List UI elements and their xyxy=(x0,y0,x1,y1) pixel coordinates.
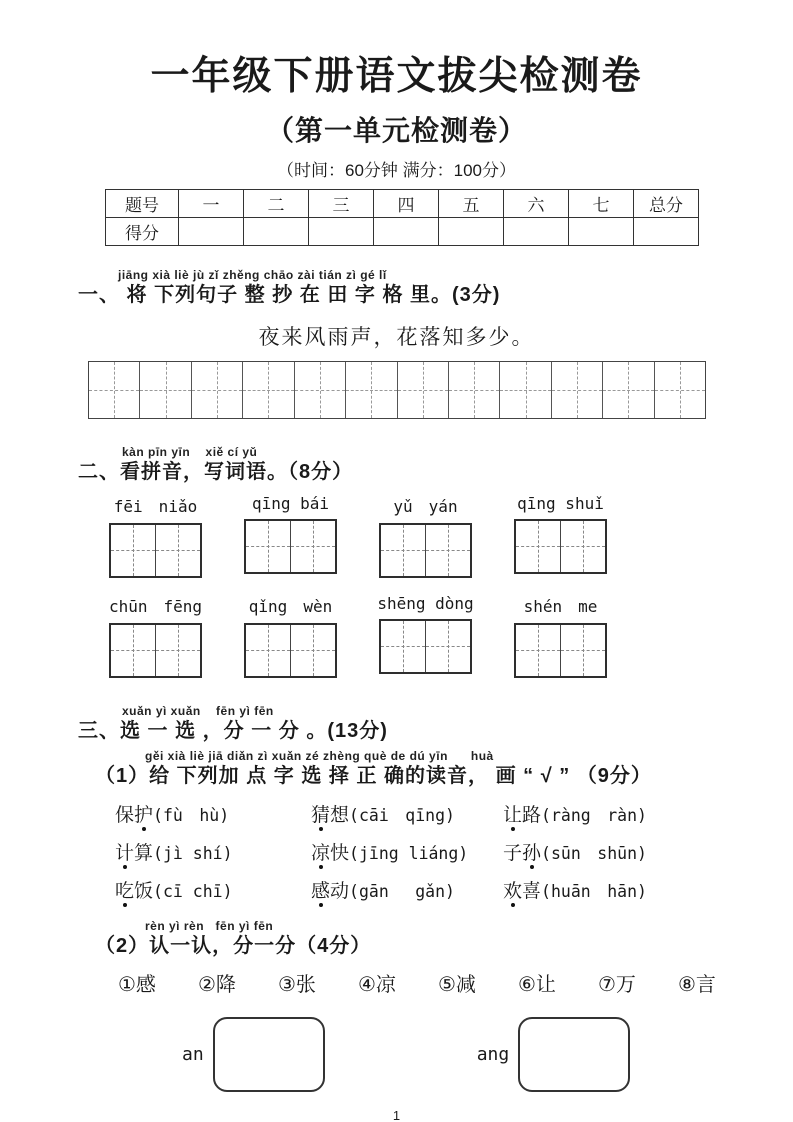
tianzige-square[interactable] xyxy=(156,625,200,676)
tianzige-cell[interactable] xyxy=(295,362,346,418)
group-an-label: an xyxy=(182,1043,204,1065)
answer-box[interactable] xyxy=(244,519,337,574)
word-char-dotted: 护 xyxy=(134,800,153,827)
pinyin-answer-col xyxy=(513,594,608,678)
word-item xyxy=(503,876,793,903)
section-two-pinyin: kàn pīn yīn xiě cí yǔ xyxy=(122,444,258,459)
pronunciation-options[interactable]: (sūn shūn) xyxy=(541,843,647,863)
score-table-col-1: 一 xyxy=(179,189,244,217)
score-cell[interactable] xyxy=(504,217,569,245)
word-char: 保 xyxy=(115,804,135,826)
pronunciation-options[interactable]: (fù hù) xyxy=(153,805,230,825)
pronunciation-options[interactable]: (ràng ràn) xyxy=(541,805,647,825)
tianzige-cell[interactable] xyxy=(449,362,500,418)
word-char-dotted: 让 xyxy=(503,800,522,827)
word-char-dotted: 感 xyxy=(311,876,330,903)
score-table-col-4: 四 xyxy=(374,189,439,217)
pinyin-answer-col xyxy=(378,494,473,578)
word-char: 路 xyxy=(522,804,542,826)
numbered-character[interactable]: ⑤减 xyxy=(438,973,476,996)
numbered-character[interactable]: ⑧言 xyxy=(678,973,716,996)
score-cell[interactable] xyxy=(244,217,309,245)
tianzige-square[interactable] xyxy=(246,521,291,572)
numbered-character[interactable]: ④凉 xyxy=(358,973,396,996)
word-char: 喜 xyxy=(522,880,542,902)
score-cell[interactable] xyxy=(179,217,244,245)
tianzige-square[interactable] xyxy=(291,625,335,676)
tianzige-square[interactable] xyxy=(516,625,561,676)
answer-box[interactable] xyxy=(109,523,202,578)
pinyin-answer-col xyxy=(108,494,203,578)
word-char: 算 xyxy=(134,842,154,864)
group-ang-label: ang xyxy=(476,1043,510,1065)
tianzige-cell[interactable] xyxy=(603,362,654,418)
tianzige-cell[interactable] xyxy=(398,362,449,418)
part1-pinyin: gěi xià liè jiā diǎn zì xuǎn zé zhèng què de dú yīn huà xyxy=(145,748,494,763)
group-ang-answer-box[interactable] xyxy=(518,1017,630,1092)
tianzige-cell[interactable] xyxy=(552,362,603,418)
word-item xyxy=(115,838,311,865)
score-table-col-total: 总分 xyxy=(634,189,699,217)
word-char-dotted: 吃 xyxy=(115,876,134,903)
tianzige-square[interactable] xyxy=(381,525,426,576)
tianzige-square[interactable] xyxy=(561,625,605,676)
tianzige-cell[interactable] xyxy=(243,362,294,418)
pinyin-word: shēng dòng xyxy=(377,593,474,613)
tianzige-square[interactable] xyxy=(111,625,156,676)
score-table-col-5: 五 xyxy=(439,189,504,217)
word-item xyxy=(115,800,311,827)
word-char-dotted: 凉 xyxy=(311,838,330,865)
tianzige-cell[interactable] xyxy=(192,362,243,418)
pinyin-answer-col xyxy=(108,594,203,678)
score-cell[interactable] xyxy=(374,217,439,245)
score-row-label: 得分 xyxy=(106,217,179,245)
pinyin-word: chūn fēng xyxy=(108,596,203,616)
pronunciation-options[interactable]: (cāi qīng) xyxy=(349,805,455,825)
pronunciation-options[interactable]: (gān gǎn) xyxy=(349,881,455,901)
numbered-character[interactable]: ⑦万 xyxy=(598,973,636,996)
word-char-dotted: 欢 xyxy=(503,876,522,903)
score-table-col-7: 七 xyxy=(569,189,634,217)
numbered-character-list xyxy=(118,968,716,997)
word-char: 快 xyxy=(330,842,350,864)
word-char-dotted: 孙 xyxy=(522,838,541,865)
score-table-col-2: 二 xyxy=(244,189,309,217)
pinyin-answer-col xyxy=(378,594,473,678)
pinyin-word: yǔ yán xyxy=(393,496,458,516)
tianzige-square[interactable] xyxy=(111,525,156,576)
word-char: 动 xyxy=(330,880,350,902)
score-table-score-row xyxy=(106,217,699,245)
numbered-character[interactable]: ③张 xyxy=(278,973,316,996)
tianzige-copy-row xyxy=(88,361,706,419)
word-item xyxy=(311,800,503,827)
tianzige-cell[interactable] xyxy=(89,362,140,418)
tianzige-square[interactable] xyxy=(291,521,335,572)
section-two-heading: 二、看拼音，写词语。（8分） xyxy=(78,460,354,483)
tianzige-cell[interactable] xyxy=(140,362,191,418)
score-table xyxy=(105,189,699,246)
tianzige-square[interactable] xyxy=(246,625,291,676)
pinyin-word: qǐng wèn xyxy=(248,596,333,616)
tianzige-square[interactable] xyxy=(156,525,200,576)
pinyin-word: fēi niǎo xyxy=(113,496,198,516)
score-table-col-6: 六 xyxy=(504,189,569,217)
part2-pinyin: rèn yì rèn fēn yì fēn xyxy=(145,918,274,933)
answer-box[interactable] xyxy=(244,623,337,678)
score-cell[interactable] xyxy=(439,217,504,245)
answer-box[interactable] xyxy=(109,623,202,678)
final-sort-groups xyxy=(182,1017,793,1092)
tianzige-cell[interactable] xyxy=(346,362,397,418)
page-subtitle: （第一单元检测卷） xyxy=(265,114,527,146)
pronunciation-options[interactable]: (cī chī) xyxy=(153,881,233,901)
score-table-col-label: 题号 xyxy=(106,189,179,217)
tianzige-square[interactable] xyxy=(381,621,426,672)
numbered-character[interactable]: ①感 xyxy=(118,973,156,996)
page-title: 一年级下册语文拔尖检测卷 xyxy=(150,55,643,98)
section-one-pinyin: jiāng xià liè jù zǐ zhěng chāo zài tián zì gé lǐ xyxy=(118,267,387,282)
word-char-dotted: 计 xyxy=(115,838,134,865)
copy-sentence: 夜来风雨声，花落知多少。 xyxy=(258,325,535,349)
pinyin-answer-row-2 xyxy=(108,594,793,678)
pinyin-word: qīng shuǐ xyxy=(517,493,604,513)
pinyin-answer-col xyxy=(243,594,338,678)
word-char-dotted: 猜 xyxy=(311,800,330,827)
word-item xyxy=(503,838,793,865)
pinyin-word: qīng bái xyxy=(251,493,330,513)
answer-box[interactable] xyxy=(379,523,472,578)
exam-meta: （时间：60分钟 满分：100分） xyxy=(277,160,516,180)
score-cell[interactable] xyxy=(634,217,699,245)
part1-heading: （1）给 下列加 点 字 选 择 正 确的读音， 画 “ √ ” （9分） xyxy=(95,764,652,787)
pinyin-answer-row-1 xyxy=(108,494,793,578)
score-table-header-row xyxy=(106,189,699,217)
pinyin-answer-col xyxy=(513,494,608,578)
tianzige-square[interactable] xyxy=(516,521,561,572)
pronunciation-options[interactable]: (jì shí) xyxy=(153,843,233,863)
section-one-heading: 一、 将 下列句子 整 抄 在 田 字 格 里。(3分) xyxy=(78,283,501,306)
word-item xyxy=(311,838,503,865)
part2-heading: （2）认一认，分一分（4分） xyxy=(95,934,372,957)
answer-box[interactable] xyxy=(379,619,472,674)
section-three-pinyin: xuǎn yì xuǎn fēn yì fēn xyxy=(122,703,274,718)
dotted-word-list xyxy=(115,800,793,903)
tianzige-square[interactable] xyxy=(426,621,470,672)
pronunciation-options[interactable]: (huān hān) xyxy=(541,881,647,901)
section-three-heading: 三、选 一 选 ，分 一 分 。(13分) xyxy=(78,719,388,742)
tianzige-cell[interactable] xyxy=(655,362,705,418)
word-item xyxy=(503,800,793,827)
page-number: 1 xyxy=(392,1107,401,1122)
word-item xyxy=(311,876,503,903)
numbered-character[interactable]: ⑥让 xyxy=(518,973,556,996)
tianzige-square[interactable] xyxy=(561,521,605,572)
numbered-character[interactable]: ②降 xyxy=(198,973,236,996)
score-table-col-3: 三 xyxy=(309,189,374,217)
word-char: 饭 xyxy=(134,880,154,902)
pinyin-answer-col xyxy=(243,494,338,578)
group-an-answer-box[interactable] xyxy=(213,1017,325,1092)
answer-box[interactable] xyxy=(514,519,607,574)
answer-box[interactable] xyxy=(514,623,607,678)
score-cell[interactable] xyxy=(569,217,634,245)
pinyin-word: shén me xyxy=(523,596,598,616)
tianzige-square[interactable] xyxy=(426,525,470,576)
pronunciation-options[interactable]: (jīng liáng) xyxy=(349,843,469,863)
tianzige-cell[interactable] xyxy=(500,362,551,418)
score-cell[interactable] xyxy=(309,217,374,245)
word-char: 想 xyxy=(330,804,350,826)
word-item xyxy=(115,876,311,903)
word-char: 子 xyxy=(503,842,523,864)
